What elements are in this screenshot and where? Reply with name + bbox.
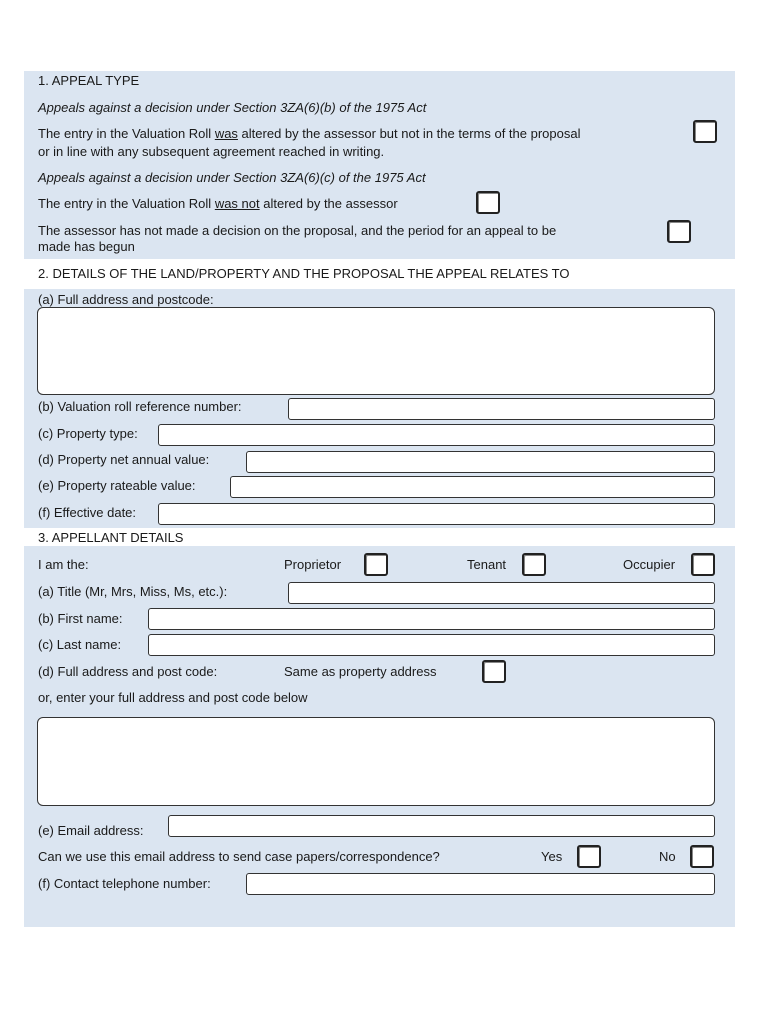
same-as-property-checkbox[interactable] (482, 660, 506, 683)
proprietor-label: Proprietor (284, 557, 342, 572)
email-label: (e) Email address: (38, 823, 144, 838)
section1-subheading-a: Appeals against a decision under Section 3ZA(6)(b) of the 1975 Act (38, 100, 427, 115)
property-address-textarea[interactable] (37, 307, 715, 395)
email-consent-label: Can we use this email address to send case papers/correspondence? (38, 849, 440, 864)
appellant-address-label: (d) Full address and post code: (38, 664, 218, 679)
tenant-checkbox[interactable] (522, 553, 546, 576)
section3-heading: 3. APPELLANT DETAILS (38, 530, 184, 545)
was-altered-checkbox[interactable] (693, 120, 717, 143)
last-name-label: (c) Last name: (38, 637, 122, 652)
occupier-label: Occupier (623, 557, 676, 572)
occupier-checkbox[interactable] (691, 553, 715, 576)
not-altered-checkbox[interactable] (476, 191, 500, 214)
property-type-input[interactable] (158, 424, 715, 446)
first-name-label: (b) First name: (38, 611, 123, 626)
effective-date-input[interactable] (158, 503, 715, 525)
tenant-label: Tenant (467, 557, 507, 572)
phone-input[interactable] (246, 873, 715, 895)
first-name-input[interactable] (148, 608, 715, 630)
valuation-ref-label: (b) Valuation roll reference number: (38, 399, 242, 414)
option-was-altered-text-line2: or in line with any subsequent agreement reached in writing. (38, 144, 385, 159)
option-was-altered-text: The entry in the Valuation Roll was altered by the assessor but not in the terms of the proposal (38, 126, 581, 141)
email-input[interactable] (168, 815, 715, 837)
proprietor-checkbox[interactable] (364, 553, 388, 576)
option-no-decision-text: The assessor has not made a decision on the proposal, and the period for an appeal to be (38, 223, 557, 238)
rateable-value-input[interactable] (230, 476, 715, 498)
net-value-input[interactable] (246, 451, 715, 473)
email-consent-no-checkbox[interactable] (690, 845, 714, 868)
last-name-input[interactable] (148, 634, 715, 656)
rateable-value-label: (e) Property rateable value: (38, 478, 196, 493)
option-no-decision-text-line2: made has begun (38, 239, 135, 254)
appeal-form (24, 71, 735, 927)
title-label: (a) Title (Mr, Mrs, Miss, Ms, etc.): (38, 584, 228, 599)
email-consent-yes-label: Yes (541, 849, 563, 864)
same-as-property-label: Same as property address (284, 664, 437, 679)
title-input[interactable] (288, 582, 715, 604)
section1-heading: 1. APPEAL TYPE (38, 73, 140, 88)
section2-heading: 2. DETAILS OF THE LAND/PROPERTY AND THE PROPOSAL THE APPEAL RELATES TO (38, 266, 570, 281)
email-consent-yes-checkbox[interactable] (577, 845, 601, 868)
valuation-ref-input[interactable] (288, 398, 715, 420)
net-value-label: (d) Property net annual value: (38, 452, 210, 467)
effective-date-label: (f) Effective date: (38, 505, 137, 520)
appellant-address-textarea[interactable] (37, 717, 715, 806)
property-address-label: (a) Full address and postcode: (38, 292, 214, 307)
phone-label: (f) Contact telephone number: (38, 876, 211, 891)
no-decision-checkbox[interactable] (667, 220, 691, 243)
or-enter-address-label: or, enter your full address and post code below (38, 690, 308, 705)
section1-subheading-b: Appeals against a decision under Section 3ZA(6)(c) of the 1975 Act (38, 170, 426, 185)
email-consent-no-label: No (659, 849, 676, 864)
i-am-label: I am the: (38, 557, 89, 572)
property-type-label: (c) Property type: (38, 426, 138, 441)
option-not-altered-text: The entry in the Valuation Roll was not altered by the assessor (38, 196, 398, 211)
